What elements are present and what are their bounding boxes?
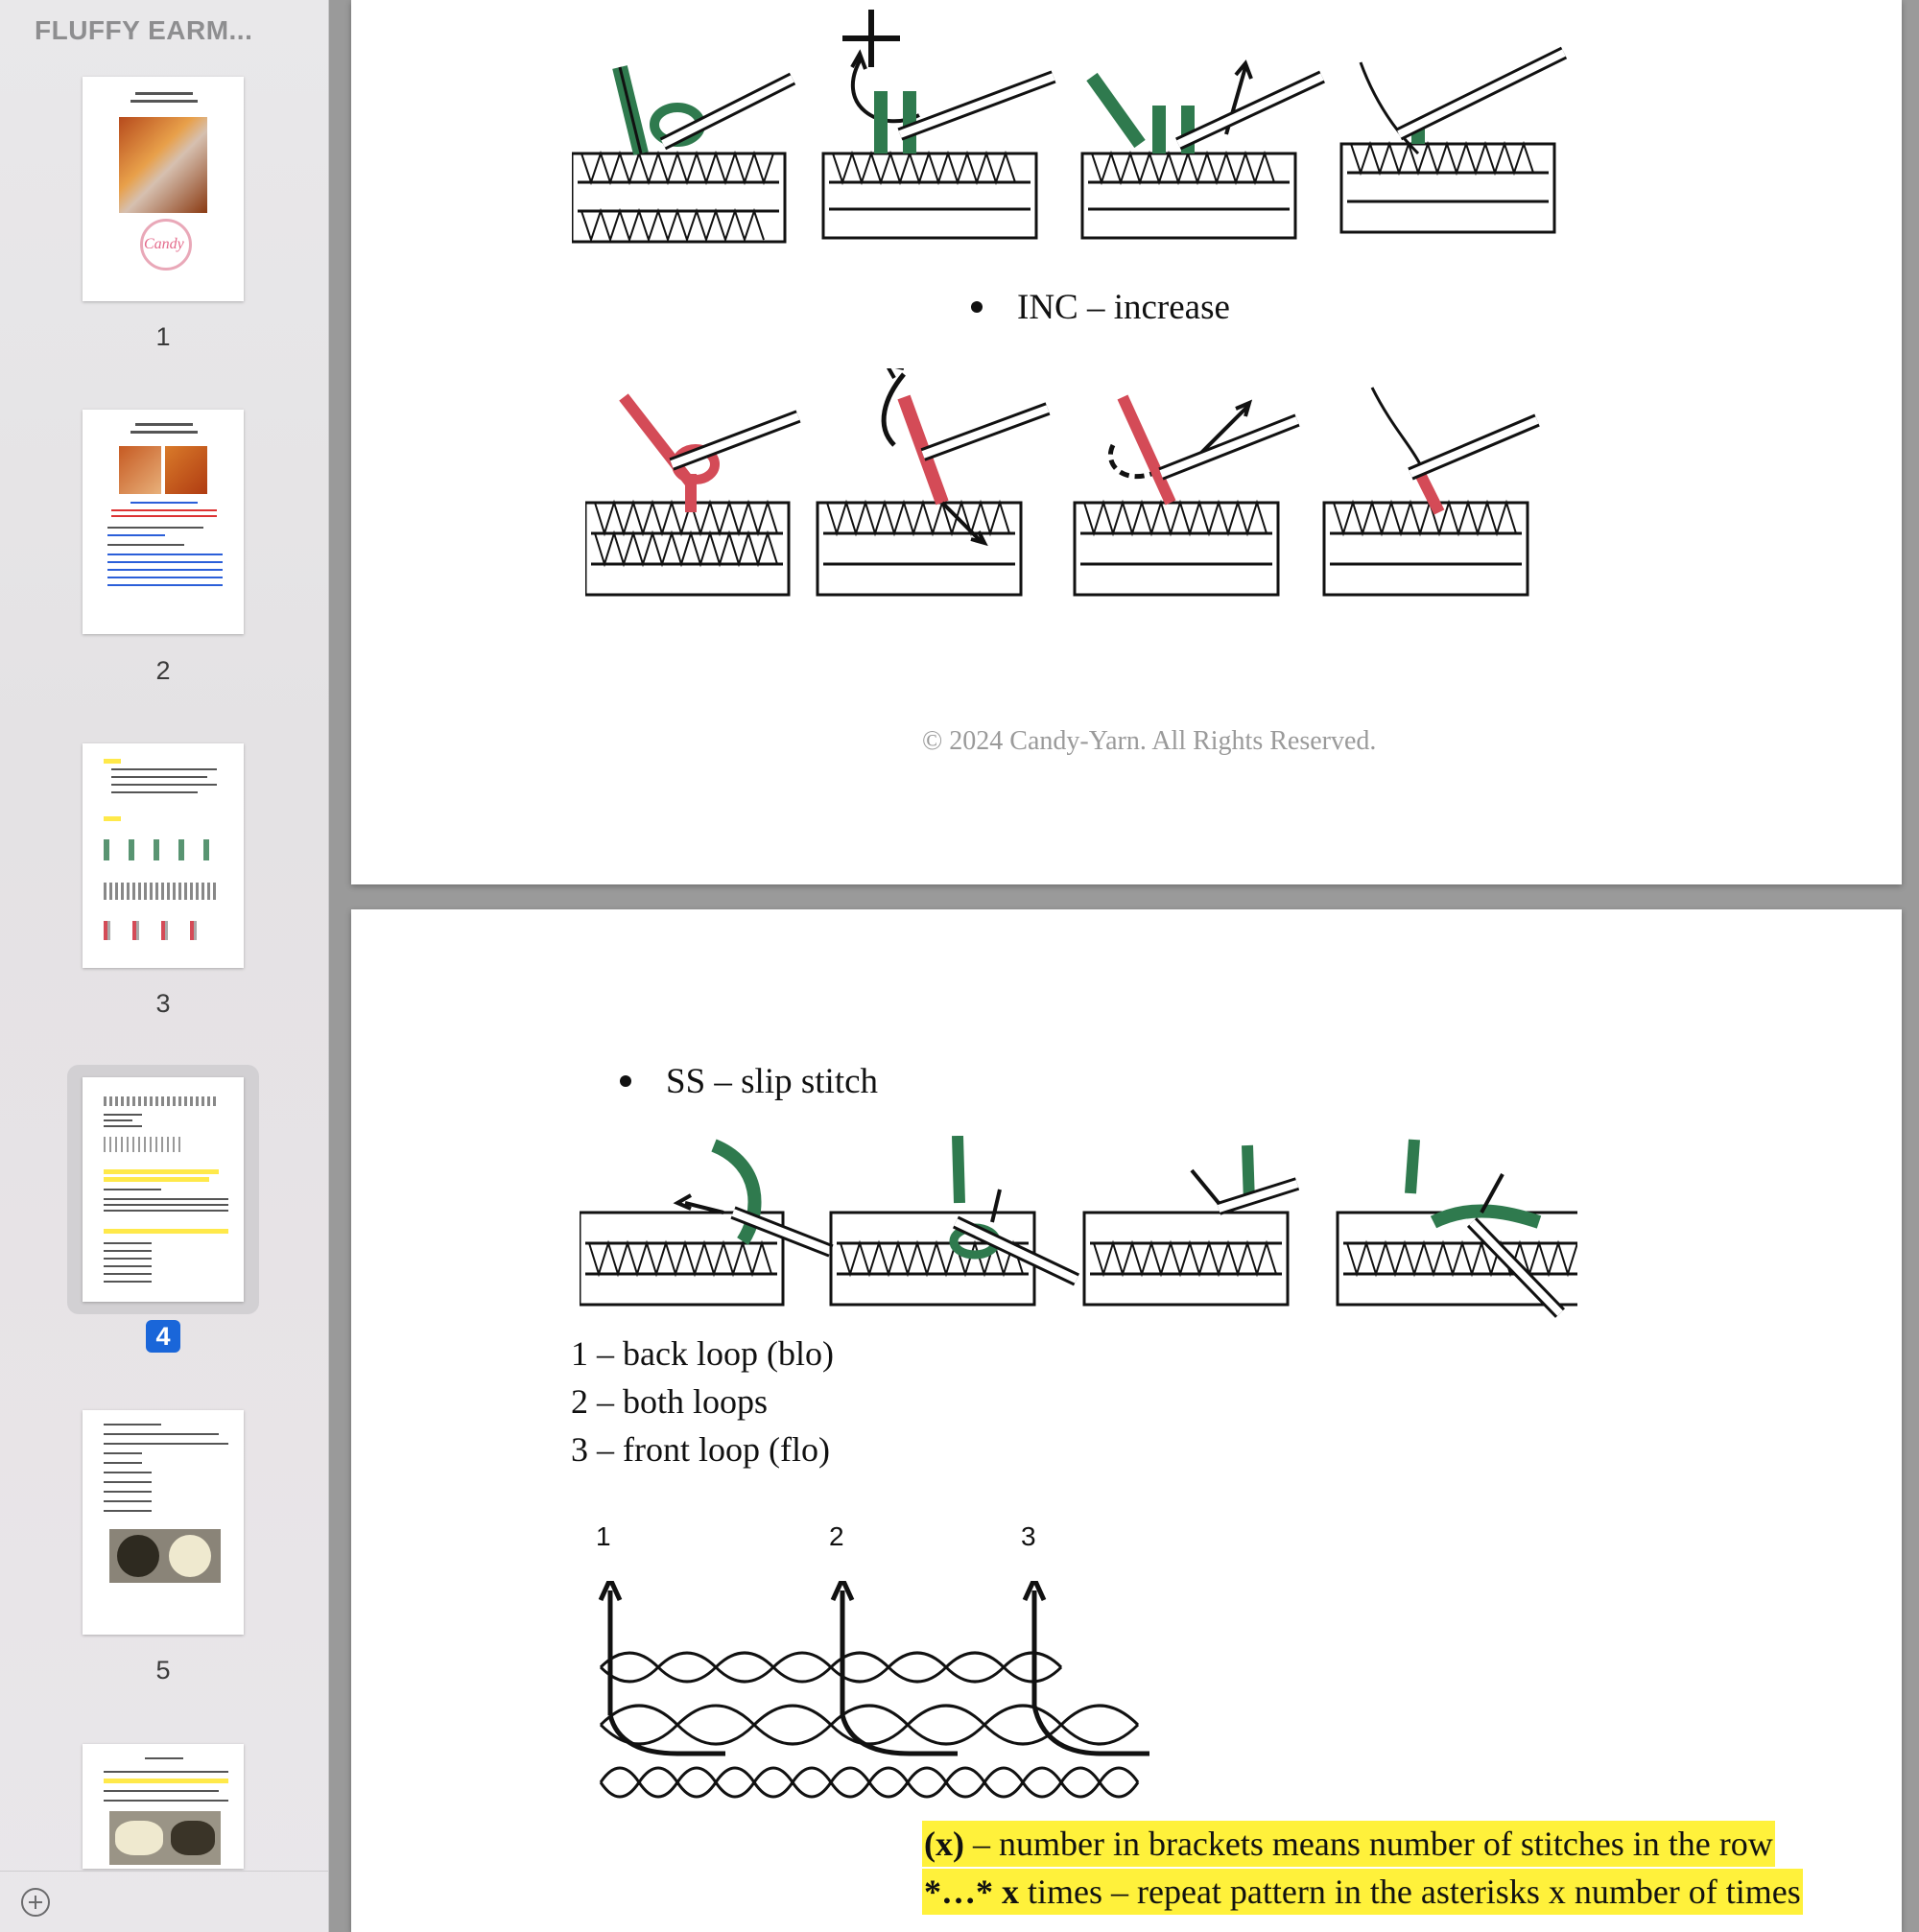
document-title: FLUFFY EARM...	[35, 15, 253, 45]
add-page-button[interactable]	[21, 1888, 50, 1917]
copyright-footer: © 2024 Candy-Yarn. All Rights Reserved.	[922, 726, 1377, 756]
ss-step-2	[831, 1136, 1077, 1305]
bullet-ss: SS – slip stitch	[620, 1061, 878, 1102]
loop-item-2: 2 – both loops	[571, 1382, 769, 1421]
inc-step-3	[1075, 397, 1297, 595]
page-number-2: 2	[155, 656, 171, 685]
page-thumbnail-3[interactable]	[67, 734, 259, 1050]
loop-label-1: 1	[596, 1521, 611, 1551]
sc-step-3	[1082, 63, 1322, 238]
loop-label-3: 3	[1021, 1521, 1036, 1551]
sc-stitch-diagram	[572, 0, 1627, 249]
sc-step-4	[1341, 53, 1564, 232]
page-3	[351, 0, 1902, 884]
page-number-3: 3	[155, 989, 171, 1018]
sc-step-2	[823, 54, 1054, 238]
loop-label-2: 2	[829, 1521, 844, 1551]
inc-step-1	[585, 397, 798, 595]
page-number-5: 5	[155, 1656, 171, 1685]
page-thumbnail-2[interactable]	[67, 401, 259, 718]
sidebar-divider	[0, 1871, 328, 1872]
loop-item-1: 1 – back loop (blo)	[571, 1334, 834, 1373]
ss-step-4	[1338, 1140, 1577, 1313]
page-thumbnail-1[interactable]: Candy 1	[67, 67, 259, 384]
inc-stitch-diagram	[585, 368, 1641, 599]
inc-step-2	[817, 368, 1048, 595]
page-4	[351, 909, 1902, 1932]
inc-step-4	[1324, 388, 1537, 595]
page-thumbnail-5[interactable]	[67, 1401, 259, 1717]
sc-step-1	[572, 67, 793, 242]
loops-diagram	[581, 1581, 1176, 1821]
legend-repeat: *…* x times – repeat pattern in the asterisks x number of times	[922, 1869, 1803, 1915]
page-thumbnail-4[interactable]	[67, 1065, 259, 1351]
loop-list	[571, 1330, 834, 1473]
bullet-inc: INC – increase	[971, 287, 1230, 328]
ss-step-1	[580, 1145, 831, 1305]
ss-step-3	[1084, 1145, 1297, 1305]
legend-brackets: (x) – number in brackets means number of stitches in the row	[922, 1821, 1775, 1867]
ss-stitch-diagram	[580, 1136, 1577, 1318]
loop-item-3: 3 – front loop (flo)	[571, 1430, 830, 1469]
page-number-4: 4	[67, 1322, 259, 1352]
thumbnail-sidebar	[0, 0, 329, 1932]
page-number-1: 1	[155, 322, 171, 351]
page-thumbnail-6[interactable]	[67, 1734, 259, 1878]
